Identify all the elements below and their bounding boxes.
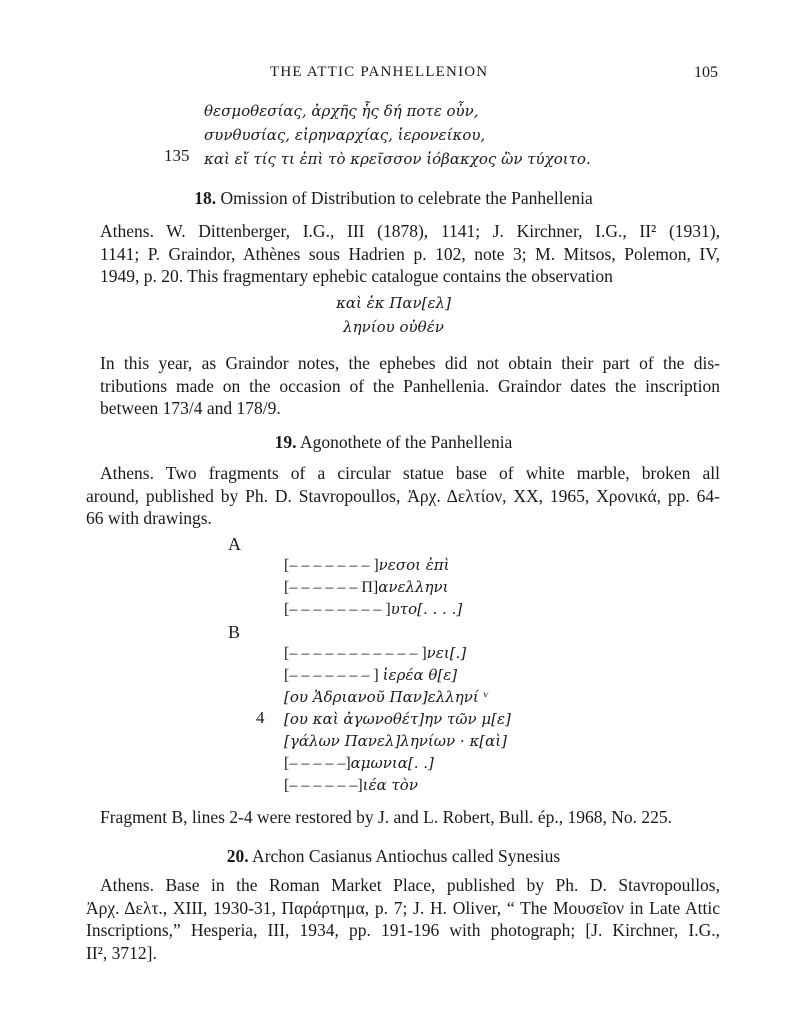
section-number: 20. xyxy=(226,846,249,866)
quoted-greek: καὶ ἐκ Παν[ελ] xyxy=(336,294,451,312)
text-line: Inscriptions,” Hesperia, III, 1934, pp. 191-196 with photograph; [J. Kirchner, I.G., xyxy=(86,920,720,940)
fragment-label: B xyxy=(228,622,241,642)
section-title: Omission of Distribution to celebrate the Panhellenia xyxy=(216,188,593,208)
fragment-line xyxy=(284,710,511,729)
fragment-line xyxy=(284,556,450,575)
section-heading-19 xyxy=(0,432,787,453)
greek-text: ἱερέα θ[ε] xyxy=(382,666,458,684)
running-head xyxy=(0,64,787,88)
greek-text: αμωνια[. .] xyxy=(350,754,434,772)
greek-text: ιέα τὸν xyxy=(362,776,418,794)
running-head-title: THE ATTIC PANHELLENION xyxy=(270,64,489,80)
paragraph xyxy=(86,874,720,964)
bracket-gap: [– – – – – – – ] xyxy=(284,557,379,574)
verse-line: καὶ εἴ τίς τι ἐπὶ τὸ κρεῖσσον ἰόβακχος ὢν τύχοιτο. xyxy=(204,150,591,168)
page-number: 105 xyxy=(694,64,718,81)
bracket-gap: [– – – – – – Π] xyxy=(284,579,379,596)
text-line: 1141; P. Graindor, Athènes sous Hadrien p. 102, note 3; M. Mitsos, Polemon, IV, xyxy=(100,243,720,264)
bracket-gap: [– – – – – – – – ] xyxy=(284,601,391,618)
bracket-gap: [– – – – –] xyxy=(284,755,351,772)
text-line: 66 with drawings. xyxy=(86,508,212,528)
greek-text: [γάλων Πανελ]ληνίων · κ[αὶ] xyxy=(284,732,508,750)
text-line: Athens. Two fragments of a circular statue base of white marble, broken all xyxy=(100,463,720,483)
paragraph xyxy=(100,806,720,829)
fragment-line xyxy=(284,688,489,707)
verse-line: θεσμοθεσίας, ἀρχῆς ἧς δή ποτε οὖν, xyxy=(204,102,479,120)
section-title: Agonothete of the Panhellenia xyxy=(296,432,513,452)
greek-text: νεσοι ἐπὶ xyxy=(378,556,450,574)
text-line: around, published by Ph. D. Stavropoullos, Ἀρχ. Δελτίον, XX, 1965, Χρονικά, pp. 64- xyxy=(86,485,720,506)
text-line: Athens. Base in the Roman Market Place, published by Ph. D. Stavropoullos, xyxy=(100,875,720,895)
text-line: 1949, p. 20. This fragmentary ephebic catalogue contains the observation xyxy=(100,266,613,286)
paragraph xyxy=(100,352,720,420)
greek-text: υτο[. . . .] xyxy=(390,600,463,618)
section-heading-18 xyxy=(0,188,787,209)
fragment-label: A xyxy=(228,534,241,554)
text-line: tributions made on the occasion of the Panhellenia. Graindor dates the inscription xyxy=(100,375,720,396)
paragraph xyxy=(100,220,720,288)
fragment-line xyxy=(284,600,462,619)
fragment-line xyxy=(284,644,466,663)
line-number: 4 xyxy=(256,708,265,727)
section-title: Archon Casianus Antiochus called Synesius xyxy=(248,846,561,866)
bracket-gap: [– – – – – – – ] xyxy=(284,667,383,684)
text-line: Athens. W. Dittenberger, I.G., III (1878), 1141; J. Kirchner, I.G., II² (1931), xyxy=(100,221,720,241)
section-number: 18. xyxy=(194,188,217,208)
text-line: between 173/4 and 178/9. xyxy=(100,398,281,418)
bracket-gap: [– – – – – –] xyxy=(284,777,363,794)
text-line: II², 3712]. xyxy=(86,942,157,963)
fragment-line xyxy=(284,732,507,751)
greek-text: νει[.] xyxy=(426,644,467,662)
section-heading-20 xyxy=(0,846,787,867)
fragment-line xyxy=(284,578,449,597)
quoted-greek: ληνίου οὐθέν xyxy=(343,318,444,336)
greek-text: [ου καὶ ἀγωνοθέτ]ην τῶν μ[ε] xyxy=(284,710,511,728)
text-line: Ἀρχ. Δελτ., XIII, 1930-31, Παράρτημα, p. 7; J. H. Oliver, “ The Μουσεῖον in Late Attic xyxy=(86,897,720,918)
paragraph xyxy=(86,462,720,530)
fragment-line xyxy=(284,666,457,685)
greek-text: ανελληνι xyxy=(378,578,449,596)
fragment-line xyxy=(284,754,434,773)
greek-text: [ου Ἁδριανοῦ Παν]ελληνί ᵛ xyxy=(284,688,490,706)
verse-line: συνθυσίας, εἰρηναρχίας, ἱερονείκου, xyxy=(204,126,486,144)
text-line: Fragment B, lines 2-4 were restored by J. and L. Robert, Bull. ép., 1968, No. 225. xyxy=(100,807,673,827)
section-number: 19. xyxy=(274,432,297,452)
bracket-gap: [– – – – – – – – – – – ] xyxy=(284,645,427,662)
line-number: 135 xyxy=(164,146,190,165)
text-line: In this year, as Graindor notes, the ephebes did not obtain their part of the dis- xyxy=(100,353,720,373)
fragment-line xyxy=(284,776,418,795)
